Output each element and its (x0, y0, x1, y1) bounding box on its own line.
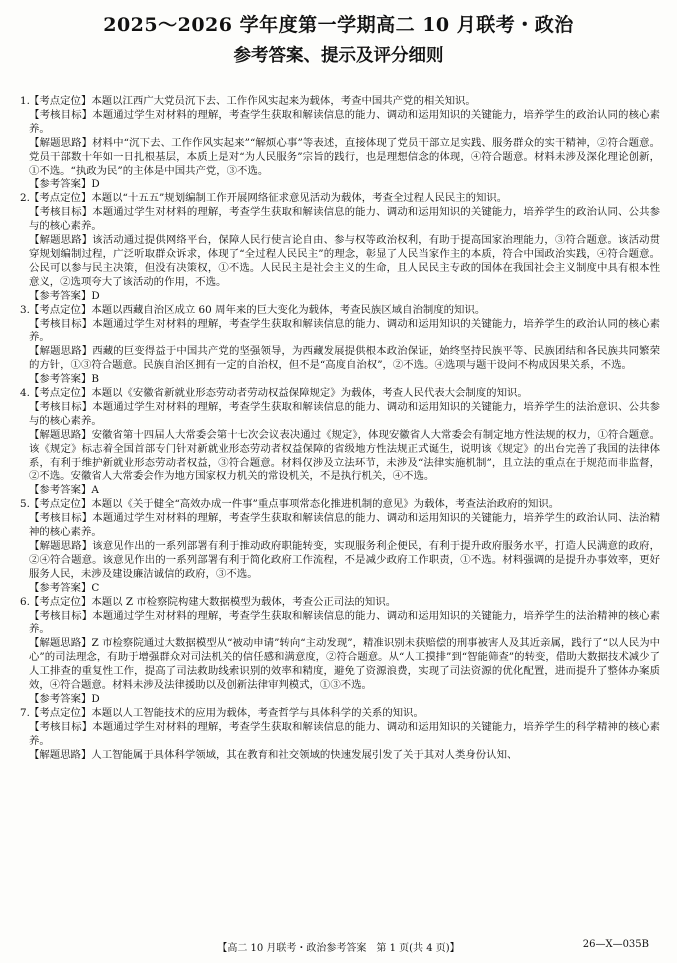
answer-text: 【参考答案】D (29, 178, 100, 191)
answer-line (20, 512, 660, 540)
answer-line (20, 387, 660, 401)
question-block (20, 95, 660, 192)
answer-line (20, 178, 660, 192)
question-number: 1. (20, 95, 30, 107)
answer-text: 【考点定位】本题以西藏自治区成立 60 周年来的巨大变化为载体，考查民族区域自治制度的知识。 (29, 303, 486, 316)
answer-line (20, 137, 660, 179)
question-number: 4. (20, 387, 30, 400)
answer-line (20, 234, 660, 290)
answer-text: 【考点定位】本题以《安徽省新就业形态劳动者劳动权益保障规定》为载体，考查人民代表大会制度的知识。 (29, 387, 528, 400)
answer-text: 【解题思路】西藏的巨变得益于中国共产党的坚强领导，为西藏发展提供根本政治保证，始终坚持民族平等、民族团结和各民族共同繁荣的方针，①③符合题意。民族自治区拥有一定的自治权，但不是“高度自治权”，②不选。④选项与题干设问不构成因果关系，不选。 (29, 345, 660, 372)
answer-line (20, 540, 660, 582)
answer-line (20, 637, 660, 693)
answer-line (20, 318, 660, 346)
answer-line (20, 109, 660, 137)
answer-line (20, 373, 660, 387)
answer-text: 【考核目标】本题通过学生对材料的理解，考查学生获取和解读信息的能力、调动和运用知识的关键能力，培养学生的法治精神的核心素养。 (29, 609, 660, 636)
answer-text: 【考核目标】本题通过学生对材料的理解，考查学生获取和解读信息的能力、调动和运用知识的关键能力，培养学生的法治意识、公共参与的核心素养。 (29, 400, 660, 427)
answer-line (20, 401, 660, 429)
answer-line (20, 290, 660, 304)
question-number: 5. (20, 498, 30, 511)
answer-text: 【考核目标】本题通过学生对材料的理解，考查学生获取和解读信息的能力、调动和运用知识的关键能力，培养学生的政治认同的核心素养。 (29, 317, 660, 344)
answer-text: 【解题思路】人工智能属于具体科学领域，其在教育和社交领域的快速发展引发了关于其对人类身份认知、 (29, 748, 518, 761)
answer-text: 【解题思路】Z 市检察院通过大数据模型从“被动申请”转向“主动发现”，精准识别未获赔偿的刑事被害人及其近亲属，践行了“以人民为中心”的司法理念，有助于增强群众对司法机关的信任感和满意度，②符合题意。从“人工摸排”到“智能筛查”的转变，借助大数据技术减少了人工排查的重复性工作，提高了司法救助线索识别的效率和精度，避免了资源浪费，实现了司法资源的优化配置，进而提升了整体办案质效，④符合题意。材料未涉及法律援助以及创新法律审判模式，①③不选。 (29, 637, 660, 692)
answer-line (20, 610, 660, 638)
answer-text: 【参考答案】B (29, 373, 99, 386)
answer-text: 【解题思路】该意见作出的一系列部署有利于推动政府职能转变，实现服务利企便民，有利于提升政府服务水平，打造人民满意的政府，②④符合题意。该意见作出的一系列部署有利于简化政府工作流程，不是减少政府工作职责，①不选。材料强调的是提升办事效率，更好服务人民，未涉及建设廉洁诚信的政府，③不选。 (29, 540, 660, 580)
footer-page-info: 【高二 10 月联考・政治参考答案 第 1 页(共 4 页)】 (217, 943, 460, 954)
answer-text: 【考点定位】本题以江西广大党员沉下去、工作作风实起来为载体，考查中国共产党的相关知识。 (29, 95, 476, 107)
answer-line (20, 206, 660, 234)
answer-line (20, 345, 660, 373)
question-block (20, 387, 660, 498)
answer-text: 【考核目标】本题通过学生对材料的理解，考查学生获取和解读信息的能力、调动和运用知识的关键能力，培养学生的科学精神的核心素养。 (29, 720, 660, 747)
question-number: 6. (20, 595, 30, 608)
answer-text: 【参考答案】A (29, 484, 99, 497)
page-title: 2025～2026 学年度第一学期高二 10 月联考・政治 (103, 14, 574, 36)
answer-text: 【考点定位】本题以“十五五”规划编制工作开展网络征求意见活动为载体，考查全过程人民民主的知识。 (29, 192, 508, 205)
answer-line (20, 596, 660, 610)
answer-line (20, 498, 660, 512)
answer-text: 【考核目标】本题通过学生对材料的理解，考查学生获取和解读信息的能力、调动和运用知识的关键能力，培养学生的政治认同、法治精神的核心素养。 (29, 512, 660, 539)
footer-paper-code: 26—X—035B (582, 939, 649, 950)
answer-line (20, 693, 660, 707)
answer-line (20, 749, 660, 763)
answer-text: 【考核目标】本题通过学生对材料的理解，考查学生获取和解读信息的能力、调动和运用知识的关键能力，培养学生的政治认同、公共参与的核心素养。 (29, 206, 660, 233)
page-subtitle: 参考答案、提示及评分细则 (233, 46, 444, 66)
answer-line (20, 304, 660, 318)
answer-line (20, 192, 660, 206)
answer-text: 【解题思路】材料中“沉下去、工作作风实起来”“解烦心事”等表述，直接体现了党员干部立足实践、服务群众的实干精神，②符合题意。党员干部数十年如一日扎根基层，本质上是对“为人民服务”宗旨的践行，也是理想信念的体现，④符合题意。材料未涉及深化理论创新，①不选。“执政为民”的主体是中国共产党，③不选。 (29, 136, 660, 177)
answer-text: 【考点定位】本题以《关于健全“高效办成一件事”重点事项常态化推进机制的意见》为载体，考查法治政府的知识。 (29, 498, 560, 511)
question-block (20, 596, 660, 707)
answer-text: 【解题思路】该活动通过提供网络平台，保障人民行使言论自由、参与权等政治权利，有助于提高国家治理能力，③符合题意。该活动贯穿规划编制过程，广泛听取群众诉求，体现了“全过程人民民主”的理念，彰显了人民当家作主的本质，符合中国政治实践，④符合题意。公民可以参与民主决策，但没有决策权，①不选。人民民主是社会主义的生命，且人民民主专政的国体在我国社会主义制度中具有根本性意义，②选项夸大了该活动的作用，不选。 (29, 234, 660, 288)
question-number: 2. (20, 192, 30, 205)
question-number: 3. (20, 303, 30, 316)
answer-text: 【考点定位】本题以 Z 市检察院构建大数据模型为载体，考查公正司法的知识。 (29, 595, 397, 608)
answer-text: 【参考答案】D (29, 692, 100, 705)
answer-text: 【考点定位】本题以人工智能技术的应用为载体，考查哲学与具体科学的关系的知识。 (29, 706, 424, 719)
question-block (20, 192, 660, 303)
answer-body (20, 95, 660, 763)
question-number: 7. (20, 706, 30, 719)
answer-line (20, 429, 660, 485)
answer-line (20, 707, 660, 721)
answer-line (20, 484, 660, 498)
question-block (20, 304, 660, 387)
question-block (20, 707, 660, 763)
answer-line (20, 95, 660, 109)
answer-line (20, 721, 660, 749)
question-block (20, 498, 660, 595)
answer-text: 【考核目标】本题通过学生对材料的理解，考查学生获取和解读信息的能力、调动和运用知识的关键能力，培养学生的政治认同的核心素养。 (29, 108, 660, 135)
answer-line (20, 582, 660, 596)
answer-text: 【解题思路】安徽省第十四届人大常委会第十七次会议表决通过《规定》，体现安徽省人大常委会有制定地方性法规的权力，①符合题意。该《规定》标志着全国首部专门针对新就业形态劳动者权益保障的省级地方性法规正式诞生，说明该《规定》的出台完善了我国的法律体系，有利于维护新就业形态劳动者权益，③符合题意。材料仅涉及立法环节，未涉及“法律实施机制”，且立法的重点在于规范而非监督，②不选。安徽省人大常委会作为地方国家权力机关的常设机关，不是执行机关，④不选。 (29, 428, 660, 483)
answer-text: 【参考答案】C (29, 581, 100, 594)
answer-text: 【参考答案】D (29, 289, 100, 302)
